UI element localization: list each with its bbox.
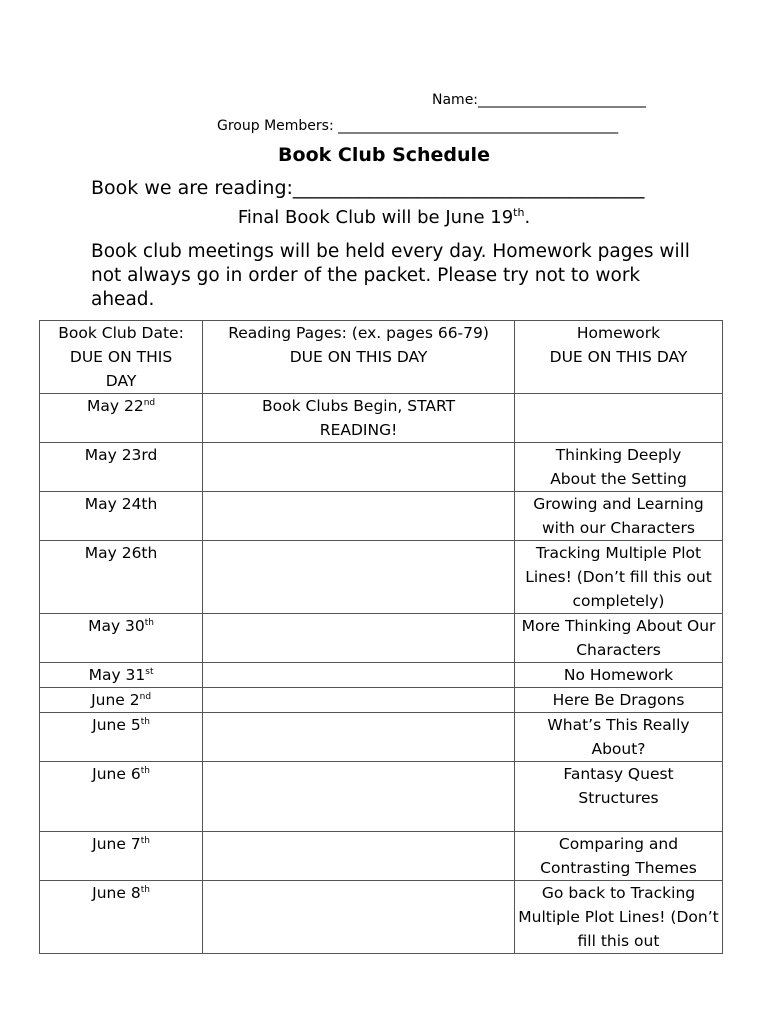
row-date [40,832,203,881]
row-homework [515,394,723,443]
date-sup: th [144,617,155,628]
row-pages [203,663,515,688]
row-date [40,492,203,541]
row-pages [203,492,515,541]
row-date [40,394,203,443]
date-sup: th [140,835,150,846]
schedule-table [39,320,723,954]
header-pages [203,321,515,394]
row-pages [203,688,515,713]
table-row [40,688,723,713]
date-text: May 30 [88,617,145,635]
row-pages [203,881,515,954]
table-row [40,663,723,688]
date-sup: th [140,884,150,895]
page-title: Book Club Schedule [278,144,490,166]
date-text: May 24th [84,495,158,513]
date-text: June 5 [92,716,141,734]
header-pages-line2: DUE ON THIS DAY [289,348,428,366]
row-homework: Tracking Multiple Plot Lines! (Don’t fill this out completely) [515,541,723,614]
header-pages-line1: Reading Pages: (ex. pages 66-79) [228,324,489,342]
table-row [40,394,723,443]
row-homework: Go back to Tracking Multiple Plot Lines! (Don’t fill this out [515,881,723,954]
table-row [40,614,723,663]
final-text: Final Book Club will be June 19 [237,207,514,228]
row-pages [203,832,515,881]
table-row [40,443,723,492]
date-text: May 26th [84,544,158,562]
row-homework: Fantasy Quest Structures [515,762,723,832]
row-homework: What’s This Really About? [515,713,723,762]
group-members-field-label: Group Members: ________________________________________ [217,118,619,134]
date-text: June 6 [92,765,141,783]
date-sup: th [140,716,150,727]
row-homework: Thinking Deeply About the Setting [515,443,723,492]
table-header-row [40,321,723,394]
intro-paragraph: Book club meetings will be held every day. Homework pages will not always go in order of the packet. Please try not to work ahead. [91,241,690,310]
row-date [40,541,203,614]
table-row [40,492,723,541]
table-row [40,762,723,832]
table-row [40,541,723,614]
header-hw-line1: Homework [576,324,661,342]
row-date [40,713,203,762]
row-homework: Growing and Learning with our Characters [515,492,723,541]
row-pages [203,713,515,762]
header-date-line1: Book Club Date: [58,324,184,342]
row-pages [203,762,515,832]
table-row [40,881,723,954]
row-date [40,614,203,663]
table-row [40,832,723,881]
date-text: June 7 [92,835,141,853]
header-hw-line2: DUE ON THIS DAY [549,348,688,366]
date-sup: st [145,666,154,677]
final-end: . [524,207,531,228]
row-date [40,688,203,713]
row-date [40,663,203,688]
row-homework: Comparing and Contrasting Themes [515,832,723,881]
name-field-label: Name:________________________ [432,92,647,108]
row-pages [203,614,515,663]
date-text: May 31 [88,666,146,684]
date-text: May 22 [86,397,144,415]
date-text: May 23rd [84,446,158,464]
row-date [40,443,203,492]
date-sup: th [140,765,150,776]
row-homework: More Thinking About Our Characters [515,614,723,663]
header-date-line2: DUE ON THIS DAY [69,348,173,390]
row-pages [203,541,515,614]
header-date [40,321,203,394]
book-reading-field-label: Book we are reading:_____________________________________ [91,177,645,199]
date-sup: nd [139,691,152,702]
date-text: June 2 [91,691,140,709]
date-sup: nd [143,397,156,408]
final-book-club-note [0,207,768,228]
row-pages [203,443,515,492]
row-date [40,881,203,954]
table-row [40,713,723,762]
row-date [40,762,203,832]
final-sup: th [513,206,525,219]
row-pages: Book Clubs Begin, START READING! [203,394,515,443]
header-homework [515,321,723,394]
date-text: June 8 [92,884,141,902]
row-homework: Here Be Dragons [515,688,723,713]
row-homework: No Homework [515,663,723,688]
